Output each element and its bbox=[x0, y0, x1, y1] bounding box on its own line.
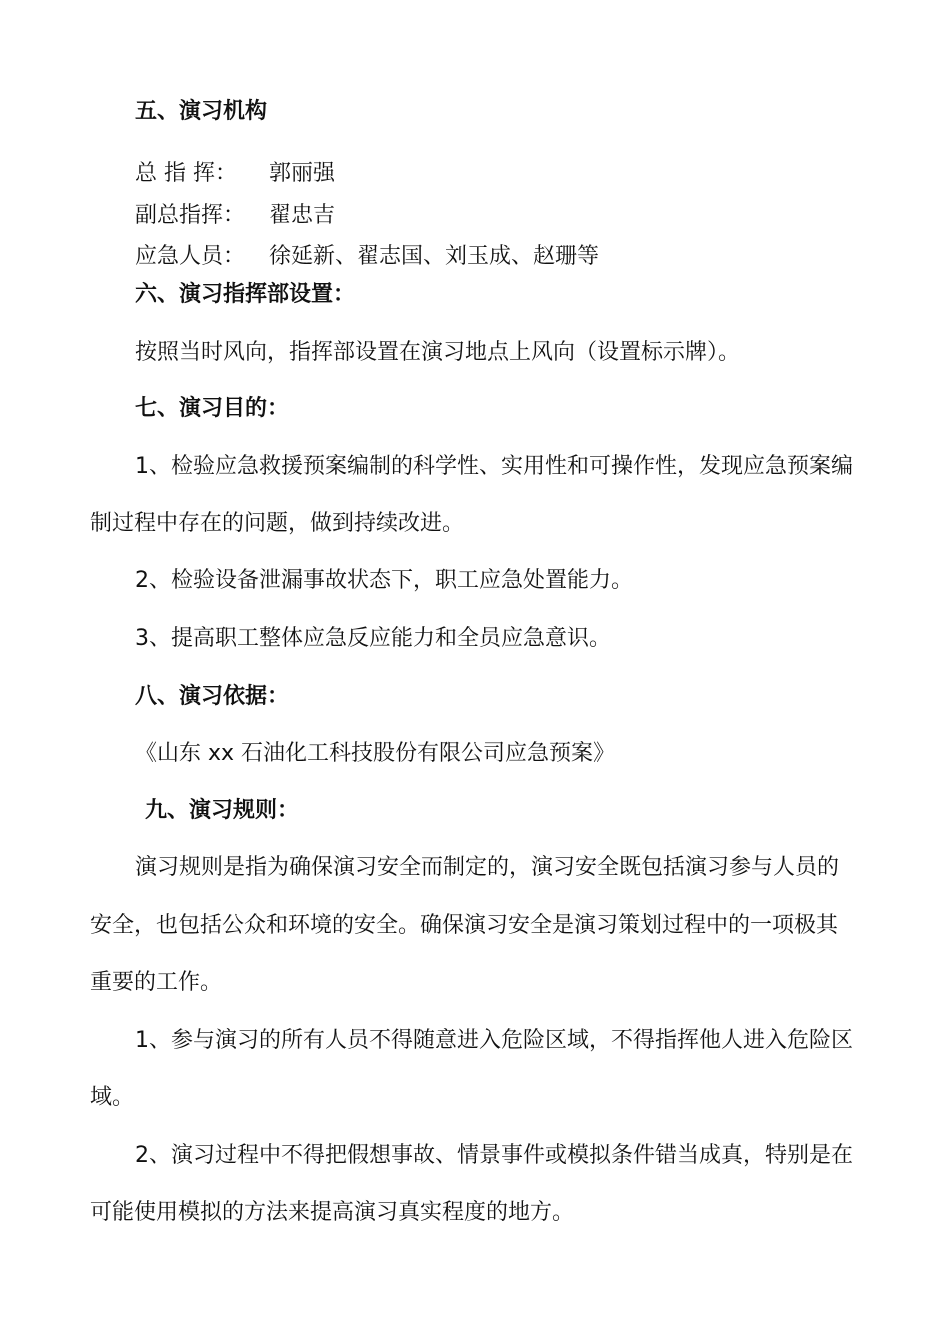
section-9-intro: 演习规则是指为确保演习安全而制定的，演习安全既包括演习参与人员的 bbox=[135, 855, 840, 880]
role-label: 总 指 挥： bbox=[135, 161, 237, 186]
section-7-heading: 七、演习目的： bbox=[135, 396, 290, 421]
section-9-rule-2-cont: 可能使用模拟的方法来提高演习真实程度的地方。 bbox=[90, 1200, 575, 1225]
section-9-rule-1: 1、参与演习的所有人员不得随意进入危险区域，不得指挥他人进入危险区 bbox=[135, 1028, 853, 1053]
role-value: 翟忠吉 bbox=[269, 203, 336, 228]
section-9-intro-cont: 安全，也包括公众和环境的安全。确保演习安全是演习策划过程中的一项极其 bbox=[90, 913, 839, 938]
section-5-heading: 五、演习机构 bbox=[135, 99, 268, 124]
section-9-heading: 九、演习规则： bbox=[145, 798, 300, 823]
role-value: 郭丽强 bbox=[269, 161, 336, 186]
section-6-body: 按照当时风向，指挥部设置在演习地点上风向（设置标示牌）。 bbox=[135, 340, 741, 365]
role-value: 徐延新、翟志国、刘玉成、赵珊等 bbox=[269, 244, 600, 269]
section-9-rule-2: 2、演习过程中不得把假想事故、情景事件或模拟条件错当成真，特别是在 bbox=[135, 1143, 853, 1168]
role-commander bbox=[135, 159, 335, 189]
section-6-heading: 六、演习指挥部设置： bbox=[135, 282, 356, 307]
role-label: 应急人员： bbox=[135, 244, 246, 269]
section-8-heading: 八、演习依据： bbox=[135, 684, 290, 709]
role-emergency-staff bbox=[135, 242, 599, 272]
section-9-rule-1-cont: 域。 bbox=[90, 1085, 135, 1110]
section-7-item-2: 2、检验设备泄漏事故状态下，职工应急处置能力。 bbox=[135, 568, 633, 593]
section-8-body: 《山东 xx 石油化工科技股份有限公司应急预案》 bbox=[135, 741, 616, 766]
role-label: 副总指挥： bbox=[135, 203, 246, 228]
section-9-intro-cont: 重要的工作。 bbox=[90, 970, 223, 995]
section-7-item-1: 1、检验应急救援预案编制的科学性、实用性和可操作性，发现应急预案编 bbox=[135, 454, 853, 479]
role-deputy-commander bbox=[135, 201, 335, 231]
section-7-item-3: 3、提高职工整体应急反应能力和全员应急意识。 bbox=[135, 626, 611, 651]
section-7-item-1-cont: 制过程中存在的问题，做到持续改进。 bbox=[90, 511, 465, 536]
